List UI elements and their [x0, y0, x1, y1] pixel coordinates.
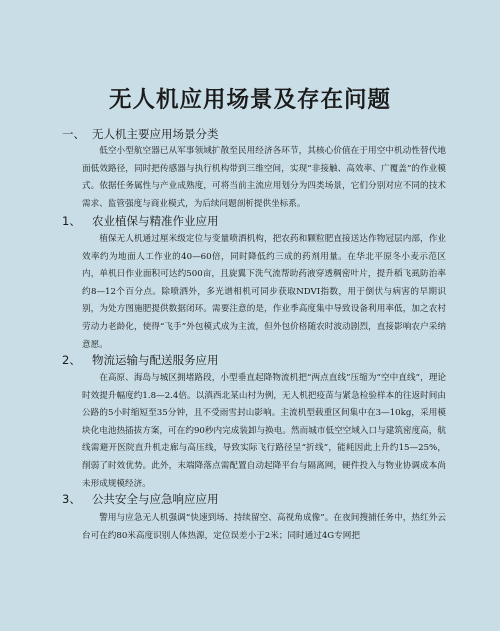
- section-heading-text: 农业植保与精准作业应用: [92, 214, 219, 228]
- section-heading-public-safety: [62, 491, 219, 507]
- page-title: 无人机应用场景及存在问题: [108, 87, 391, 113]
- paragraph-agriculture: 植保无人机通过厘米级定位与变量喷洒机构，把农药和颗粒肥直接送达作物冠层内部，作业效率约为地面人工作业的40—60倍，同时降低约三成的药剂用量。在华北平原冬小麦示范区内，单机日作业面积可达约500亩，且旋翼下洗气流帮助药液穿透稠密叶片，提升稻飞虱防治率约8—12个百分点。除喷洒外，多光谱相机可同步获取NDVI指数，用于倒伏与病害的早期识别，为处方图施肥提供数据闭环。需要注意的是，作业季高度集中导致设备利用率低，加之农村劳动力老龄化，使得“飞手”外包模式成为主流，但外包价格随农时波动剧烈，直接影响农户采纳意愿。: [82, 234, 446, 350]
- paragraph-logistics: 在高原、海岛与城区拥堵路段，小型垂直起降物流机把“两点直线”压缩为“空中直线”，理论时效提升幅度约1.8—2.4倍。以滇西北某山村为例，无人机把疫苗与紧急检验样本的往返时间由公路的5小时缩短至35分钟，且不受雨雪封山影响。主流机型载重区间集中在3—10kg，采用模块化电池热插拔方案，可在约90秒内完成装卸与换电。然而城市低空空域入口与建筑密度高，航线需避开医院直升机走廊与高压线，导致实际飞行路径呈“折线”，能耗因此上升约15—25%，削弱了时效优势。此外，末端降落点需配置自动起降平台与隔离网，硬件投入与物业协调成本尚未形成规模经济。: [82, 373, 446, 489]
- section-number: 1、: [62, 214, 81, 228]
- section-heading-overview: [62, 126, 219, 142]
- paragraph-public-safety: 警用与应急无人机强调“快速到场、持续留空、高视角成像”。在夜间搜捕任务中，热红外云台可在约80米高度识别人体热源，定位误差小于2米；同时通过4G专网把: [82, 513, 446, 541]
- section-heading-logistics: [62, 352, 219, 368]
- section-heading-text: 物流运输与配送服务应用: [92, 353, 219, 367]
- section-heading-agriculture: [62, 213, 219, 229]
- section-heading-text: 公共安全与应急响应应用: [92, 492, 219, 506]
- section-number: 一、: [62, 127, 85, 141]
- section-number: 3、: [62, 492, 81, 506]
- paragraph-overview: 低空小型航空器已从军事领域扩散至民用经济各环节，其核心价值在于用空中机动性替代地面低效路径，同时把传感器与执行机构带到三维空间，实现“非接触、高效率、广覆盖”的作业模式。依据任务属性与产业成熟度，可将当前主流应用划分为四类场景，它们分别对应不同的技术需求、监管强度与商业模式，为后续问题剖析提供坐标系。: [82, 146, 446, 209]
- section-number: 2、: [62, 353, 81, 367]
- section-heading-text: 无人机主要应用场景分类: [92, 127, 219, 141]
